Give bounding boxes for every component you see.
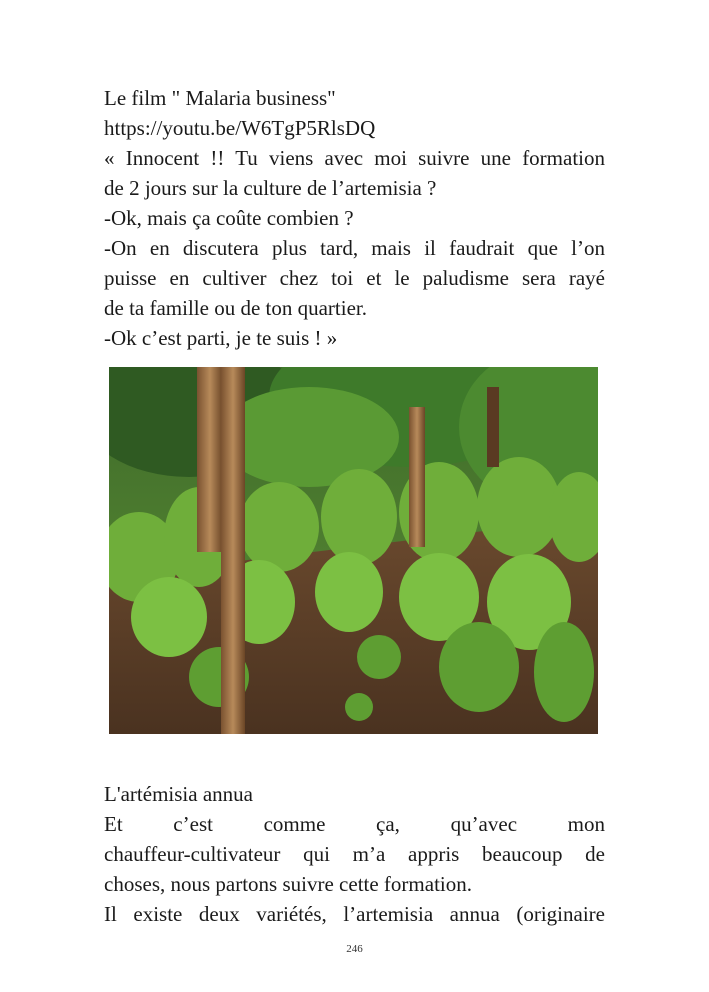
text-line: Il existe deux variétés, l’artemisia annua (originaire — [104, 902, 605, 926]
artemisia-field-photo — [109, 367, 598, 734]
text-line: Le film " Malaria business" — [104, 86, 336, 110]
section-heading: L'artémisia annua — [104, 782, 253, 806]
intro-dialogue — [104, 83, 605, 353]
artemisia-section — [104, 779, 605, 929]
text-line: de 2 jours sur la culture de l’artemisia ? — [104, 176, 437, 200]
text-line: choses, nous partons suivre cette formation. — [104, 872, 472, 896]
photo-illustration — [109, 367, 598, 734]
text-line: « Innocent !! Tu viens avec moi suivre une formation — [104, 146, 605, 170]
text-line: -On en discutera plus tard, mais il faudrait que l’on — [104, 236, 605, 260]
text-line: -Ok c’est parti, je te suis ! » — [104, 326, 338, 350]
text-line: puisse en cultiver chez toi et le paludisme sera rayé — [104, 266, 605, 290]
page-number: 246 — [346, 943, 363, 955]
text-line: chauffeur-cultivateur qui m’a appris beaucoup de — [104, 842, 605, 866]
text-line: Et c’est comme ça, qu’avec mon — [104, 812, 605, 836]
video-link[interactable]: https://youtu.be/W6TgP5RlsDQ — [104, 116, 376, 140]
text-line: -Ok, mais ça coûte combien ? — [104, 206, 354, 230]
text-line: de ta famille ou de ton quartier. — [104, 296, 367, 320]
